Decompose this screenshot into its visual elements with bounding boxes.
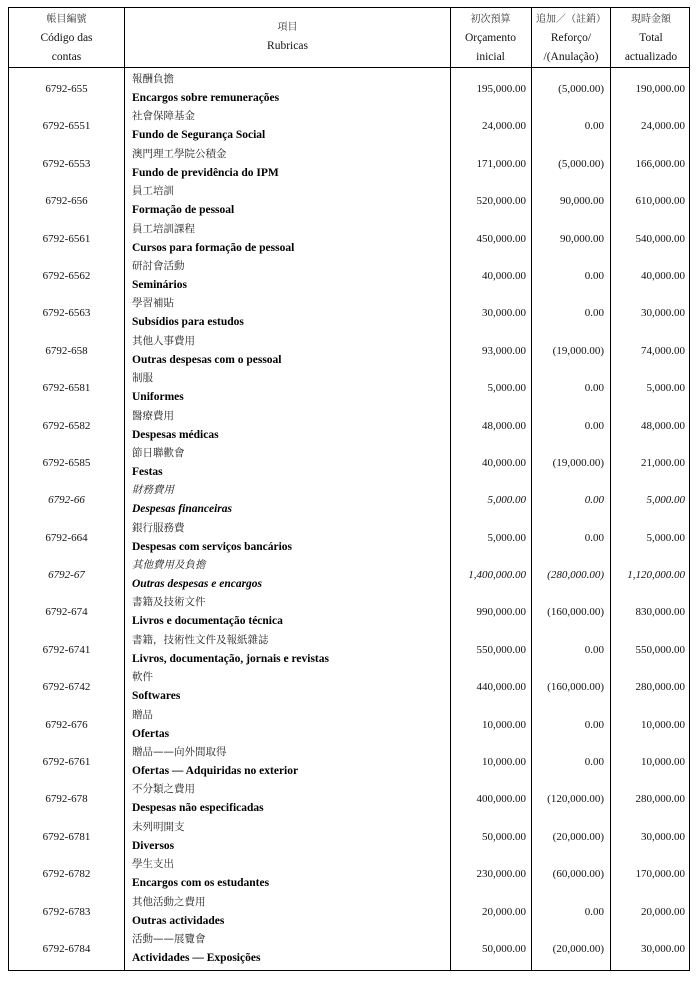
- adjustment: (5,000.00): [558, 83, 604, 95]
- current-total: 30,000.00: [641, 307, 685, 320]
- table-row: [9, 405, 689, 442]
- current-total: 1,120,000.00: [627, 569, 685, 582]
- item-name-pt: Ofertas: [132, 727, 170, 740]
- item-name-pt: Formação de pessoal: [132, 204, 235, 217]
- initial-budget: 990,000.00: [476, 606, 526, 619]
- adjustment: (120,000.00): [547, 793, 604, 806]
- adjustment: (19,000.00): [552, 344, 604, 357]
- item-name-pt: Ofertas — Adquiridas no exterior: [132, 765, 299, 778]
- adjustment: 90,000.00: [560, 195, 604, 208]
- header-code-pt2: contas: [51, 51, 82, 63]
- initial-budget: 171,000.00: [476, 157, 526, 170]
- account-code: 6792-664: [45, 531, 88, 544]
- current-total: 830,000.00: [635, 606, 685, 619]
- header-adjustment: [532, 8, 610, 67]
- initial-budget: 10,000.00: [482, 718, 526, 731]
- adjustment: (20,000.00): [552, 942, 604, 955]
- initial-budget: 93,000.00: [482, 344, 526, 357]
- table-row: [9, 442, 689, 479]
- header-total: [611, 8, 691, 67]
- table-row: [9, 330, 689, 367]
- item-name-zh: 其他活動之費用: [132, 895, 206, 908]
- table-row: [9, 143, 689, 180]
- item-name-pt: Despesas com serviços bancários: [132, 540, 293, 553]
- item-name-pt: Outras actividades: [132, 914, 225, 927]
- header-total-zh: 現時金額: [631, 14, 671, 25]
- item-name-zh: 學生支出: [132, 858, 174, 871]
- item-name-zh: 學習補貼: [132, 297, 174, 310]
- account-code: 6792-674: [45, 606, 88, 619]
- item-name-zh: 醫療費用: [132, 409, 174, 422]
- initial-budget: 50,000.00: [482, 942, 526, 955]
- current-total: 20,000.00: [641, 905, 685, 918]
- header-adjustment-pt1: Reforço/: [550, 32, 592, 44]
- item-name-pt: Encargos com os estudantes: [132, 877, 270, 890]
- header-initial: [450, 8, 531, 67]
- item-name-pt: Despesas não especificadas: [132, 802, 264, 815]
- adjustment: (60,000.00): [552, 868, 604, 881]
- initial-budget: 5,000.00: [487, 494, 526, 507]
- current-total: 40,000.00: [641, 269, 685, 282]
- budget-table: [8, 7, 690, 971]
- current-total: 5,000.00: [646, 531, 685, 544]
- initial-budget: 24,000.00: [482, 120, 526, 133]
- table-row: [9, 629, 689, 666]
- account-code: 6792-6741: [42, 643, 91, 656]
- current-total: 190,000.00: [635, 83, 685, 95]
- account-code: 6792-6553: [42, 157, 91, 170]
- initial-budget: 230,000.00: [476, 868, 526, 881]
- current-total: 166,000.00: [635, 157, 685, 170]
- account-code: 6792-655: [45, 83, 88, 95]
- header-adjustment-zh: 追加／（註銷）: [536, 14, 606, 25]
- item-name-zh: 社會保障基金: [132, 110, 195, 123]
- header-initial-pt1: Orçamento: [464, 32, 517, 44]
- adjustment: (19,000.00): [552, 456, 604, 469]
- table-row: [9, 778, 689, 815]
- account-code: 6792-6742: [42, 681, 91, 694]
- header-adjustment-pt2: /(Anulação): [543, 51, 599, 63]
- account-code: 6792-6783: [42, 905, 91, 918]
- item-name-pt: Seminários: [132, 278, 187, 291]
- table-row: [9, 180, 689, 217]
- account-code: 6792-6582: [42, 419, 91, 432]
- initial-budget: 40,000.00: [482, 269, 526, 282]
- item-name-pt: Diversos: [132, 839, 175, 852]
- current-total: 10,000.00: [641, 718, 685, 731]
- header-total-pt2: actualizado: [624, 51, 678, 63]
- table-row: [9, 68, 689, 105]
- current-total: 48,000.00: [641, 419, 685, 432]
- item-name-pt: Softwares: [132, 690, 181, 703]
- current-total: 30,000.00: [641, 942, 685, 955]
- current-total: 550,000.00: [635, 643, 685, 656]
- item-name-pt: Despesas médicas: [132, 428, 219, 441]
- current-total: 10,000.00: [641, 756, 685, 769]
- initial-budget: 40,000.00: [482, 456, 526, 469]
- item-name-pt: Livros, documentação, jornais e revistas: [132, 652, 329, 665]
- item-name-zh: 制服: [132, 372, 153, 385]
- table-row: [9, 554, 689, 591]
- header-item-zh: 項目: [277, 22, 298, 33]
- item-name-pt: Despesas financeiras: [132, 503, 232, 516]
- table-row: [9, 479, 689, 516]
- adjustment: (5,000.00): [558, 157, 604, 170]
- item-name-zh: 財務費用: [132, 484, 174, 497]
- adjustment: 0.00: [584, 307, 604, 320]
- account-code: 6792-676: [45, 718, 88, 731]
- initial-budget: 400,000.00: [476, 793, 526, 806]
- initial-budget: 5,000.00: [487, 382, 526, 395]
- header-code: [9, 8, 124, 67]
- current-total: 30,000.00: [641, 830, 685, 843]
- table-row: [9, 816, 689, 853]
- current-total: 5,000.00: [646, 382, 685, 395]
- account-code: 6792-6782: [42, 868, 91, 881]
- table-body: [9, 68, 689, 965]
- adjustment: 0.00: [584, 756, 604, 769]
- current-total: 5,000.00: [646, 494, 685, 507]
- table-row: [9, 591, 689, 628]
- item-name-pt: Subsídios para estudos: [132, 316, 244, 329]
- account-code: 6792-656: [45, 195, 88, 208]
- item-name-zh: 書籍，技術性文件及報紙雜誌: [132, 633, 269, 646]
- item-name-pt: Livros e documentação técnica: [132, 615, 283, 628]
- table-row: [9, 741, 689, 778]
- adjustment: 0.00: [584, 269, 604, 282]
- account-code: 6792-6561: [42, 232, 91, 245]
- table-row: [9, 704, 689, 741]
- table-row: [9, 517, 689, 554]
- adjustment: 0.00: [584, 494, 604, 507]
- item-name-zh: 澳門理工學院公積金: [132, 147, 227, 160]
- current-total: 540,000.00: [635, 232, 685, 245]
- item-name-zh: 贈品: [132, 708, 153, 721]
- item-name-zh: 節日聯歡會: [132, 446, 185, 459]
- table-row: [9, 891, 689, 928]
- header-initial-pt2: inicial: [476, 51, 505, 63]
- initial-budget: 30,000.00: [482, 307, 526, 320]
- account-code: 6792-658: [45, 344, 88, 357]
- header-code-zh: 帳目編號: [46, 14, 87, 25]
- initial-budget: 520,000.00: [476, 195, 526, 208]
- item-name-zh: 活動——展覽會: [132, 932, 206, 945]
- current-total: 170,000.00: [635, 868, 685, 881]
- table-row: [9, 105, 689, 142]
- adjustment: (20,000.00): [552, 830, 604, 843]
- initial-budget: 50,000.00: [482, 830, 526, 843]
- item-name-zh: 書籍及技術文件: [132, 596, 206, 609]
- account-code: 6792-6551: [42, 120, 91, 133]
- item-name-zh: 其他費用及負擔: [132, 559, 206, 572]
- item-name-zh: 銀行服務費: [132, 521, 185, 534]
- header-total-pt1: Total: [639, 32, 663, 44]
- account-code: 6792-6781: [42, 830, 91, 843]
- header-initial-zh: 初次預算: [470, 14, 511, 25]
- initial-budget: 10,000.00: [482, 756, 526, 769]
- adjustment: 0.00: [584, 643, 604, 656]
- account-code: 6792-67: [48, 569, 85, 582]
- adjustment: 0.00: [584, 419, 604, 432]
- item-name-pt: Outras despesas com o pessoal: [132, 353, 282, 366]
- item-name-pt: Fundo de Segurança Social: [132, 129, 266, 142]
- item-name-pt: Encargos sobre remunerações: [132, 92, 280, 104]
- initial-budget: 450,000.00: [476, 232, 526, 245]
- current-total: 280,000.00: [635, 793, 685, 806]
- table-row: [9, 853, 689, 890]
- account-code: 6792-66: [48, 494, 85, 507]
- adjustment: 0.00: [584, 382, 604, 395]
- item-name-zh: 研討會活動: [132, 259, 185, 272]
- initial-budget: 20,000.00: [482, 905, 526, 918]
- item-name-zh: 員工培訓課程: [132, 222, 195, 235]
- account-code: 6792-6562: [42, 269, 91, 282]
- table-row: [9, 255, 689, 292]
- adjustment: 0.00: [584, 120, 604, 133]
- item-name-pt: Festas: [132, 465, 163, 478]
- item-name-pt: Actividades — Exposições: [132, 951, 261, 964]
- header-item: [125, 8, 450, 67]
- table-row: [9, 292, 689, 329]
- adjustment: (160,000.00): [547, 606, 604, 619]
- initial-budget: 5,000.00: [487, 531, 526, 544]
- adjustment: 0.00: [584, 718, 604, 731]
- table-row: [9, 666, 689, 703]
- table-row: [9, 367, 689, 404]
- initial-budget: 195,000.00: [476, 83, 526, 95]
- header-item-pt: Rubricas: [267, 40, 308, 52]
- item-name-zh: 未列明開支: [132, 820, 185, 833]
- table-row: [9, 218, 689, 255]
- item-name-pt: Fundo de previdência do IPM: [132, 166, 279, 179]
- account-code: 6792-678: [45, 793, 88, 806]
- header-code-pt1: Código das: [40, 32, 93, 44]
- current-total: 610,000.00: [635, 195, 685, 208]
- adjustment: (160,000.00): [547, 681, 604, 694]
- item-name-pt: Cursos para formação de pessoal: [132, 241, 295, 254]
- current-total: 24,000.00: [641, 120, 685, 133]
- item-name-zh: 軟件: [132, 671, 153, 684]
- current-total: 21,000.00: [641, 456, 685, 469]
- item-name-zh: 不分類之費用: [132, 783, 195, 796]
- adjustment: 90,000.00: [560, 232, 604, 245]
- item-name-pt: Outras despesas e encargos: [132, 578, 263, 591]
- account-code: 6792-6585: [42, 456, 91, 469]
- item-name-pt: Uniformes: [132, 391, 184, 404]
- current-total: 280,000.00: [635, 681, 685, 694]
- account-code: 6792-6581: [42, 382, 91, 395]
- initial-budget: 48,000.00: [482, 419, 526, 432]
- adjustment: (280,000.00): [547, 569, 604, 582]
- item-name-zh: 贈品——向外間取得: [132, 746, 227, 759]
- initial-budget: 1,400,000.00: [468, 569, 526, 582]
- initial-budget: 440,000.00: [476, 681, 526, 694]
- item-name-zh: 其他人事費用: [132, 334, 195, 347]
- account-code: 6792-6784: [42, 942, 91, 955]
- current-total: 74,000.00: [641, 344, 685, 357]
- account-code: 6792-6761: [42, 756, 91, 769]
- account-code: 6792-6563: [42, 307, 91, 320]
- adjustment: 0.00: [584, 531, 604, 544]
- table-row: [9, 928, 689, 965]
- adjustment: 0.00: [584, 905, 604, 918]
- item-name-zh: 員工培訓: [132, 185, 174, 198]
- item-name-zh: 報酬負擔: [132, 73, 174, 85]
- initial-budget: 550,000.00: [476, 643, 526, 656]
